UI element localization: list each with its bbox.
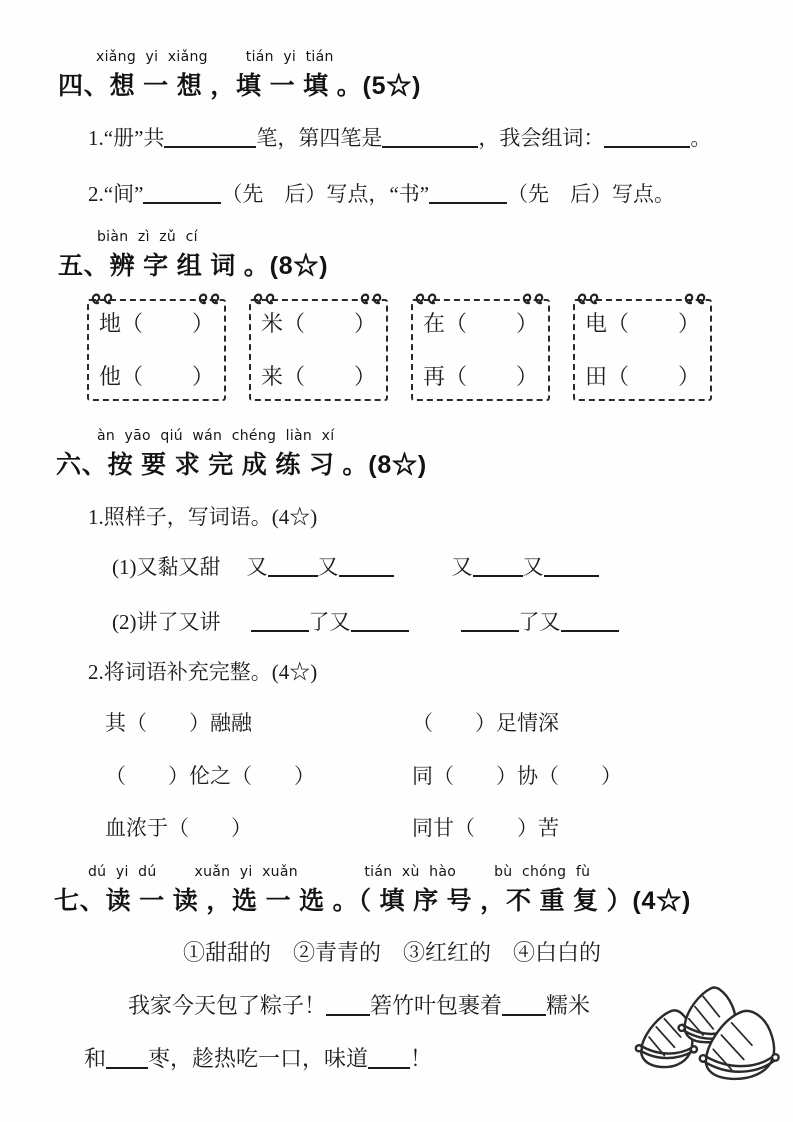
box-char: 田（ bbox=[585, 364, 630, 389]
example-text: (2)讲了又讲 bbox=[112, 610, 221, 634]
passage-line-1 bbox=[128, 989, 590, 1020]
paren: ） bbox=[677, 311, 700, 336]
answer-blank bbox=[368, 1047, 410, 1069]
spring-curl-icon bbox=[521, 291, 547, 307]
box-row bbox=[585, 360, 700, 391]
spring-curl-icon bbox=[90, 291, 116, 307]
box-char: 地（ bbox=[99, 311, 144, 336]
box-row bbox=[261, 307, 376, 338]
answer-blank bbox=[382, 127, 478, 148]
section-5-title: 五、辨 字 组 词 。(8☆) bbox=[58, 252, 329, 280]
paren: ） bbox=[191, 364, 214, 389]
passage-text: 我家今天包了粽子！ bbox=[128, 993, 327, 1018]
question-text: ，我会组词： bbox=[478, 126, 605, 150]
answer-blank bbox=[251, 611, 309, 632]
spring-curl-icon bbox=[576, 291, 602, 307]
answer-blank bbox=[544, 556, 599, 577]
paren: ） bbox=[353, 311, 376, 336]
pattern-text: 了又 bbox=[518, 610, 561, 634]
spring-curl-icon bbox=[252, 291, 278, 307]
answer-blank bbox=[561, 611, 619, 632]
paren: ） bbox=[515, 311, 538, 336]
box-char: 再（ bbox=[423, 364, 468, 389]
section-4-pinyin: xiǎng yi xiǎng tián yi tián bbox=[96, 49, 334, 65]
idiom-item: 其（ ）融融 bbox=[105, 711, 252, 735]
box-row bbox=[99, 307, 214, 338]
pattern-text: 又 bbox=[246, 555, 268, 579]
answer-blank bbox=[268, 556, 318, 577]
passage-text: 箬竹叶包裹着 bbox=[370, 993, 503, 1018]
answer-blank bbox=[502, 994, 546, 1016]
paren: ） bbox=[353, 364, 376, 389]
answer-blank bbox=[164, 127, 256, 148]
passage-text: 和 bbox=[84, 1046, 107, 1071]
question-2 bbox=[88, 178, 675, 208]
answer-blank bbox=[461, 611, 519, 632]
box-char: 来（ bbox=[261, 364, 306, 389]
question-text: 2.“间” bbox=[88, 182, 144, 206]
box-row bbox=[261, 360, 376, 391]
zongzi-dumplings-illustration bbox=[612, 978, 788, 1088]
passage-text: ！ bbox=[410, 1046, 433, 1071]
idiom-item: （ ）足情深 bbox=[412, 711, 559, 735]
answer-blank bbox=[429, 183, 507, 204]
box-row bbox=[585, 307, 700, 338]
pattern-text: 又 bbox=[317, 555, 339, 579]
paren: ） bbox=[191, 311, 214, 336]
question-text: （先 后）写点，“书” bbox=[221, 182, 430, 206]
answer-blank bbox=[143, 183, 221, 204]
answer-blank bbox=[106, 1047, 148, 1069]
passage-text: 枣，趁热吃一口，味道 bbox=[148, 1046, 369, 1071]
paren: ） bbox=[677, 364, 700, 389]
question-text: 笔，第四笔是 bbox=[256, 126, 383, 150]
compare-box-4 bbox=[573, 299, 712, 401]
question-1 bbox=[88, 122, 711, 152]
spring-curl-icon bbox=[197, 291, 223, 307]
idiom-item: 血浓于（ ） bbox=[105, 816, 252, 840]
question-text: 。 bbox=[690, 126, 712, 150]
passage-line-2 bbox=[84, 1042, 432, 1073]
box-char: 米（ bbox=[261, 311, 306, 336]
question-text: 1.“册”共 bbox=[88, 126, 165, 150]
answer-blank bbox=[604, 127, 690, 148]
answer-blank bbox=[339, 556, 394, 577]
question-text: （先 后）写点。 bbox=[507, 182, 676, 206]
answer-blank bbox=[326, 994, 370, 1016]
section-7-pinyin: dú yi dú xuǎn yi xuǎn tián xù hào bù chóng fù bbox=[88, 864, 591, 880]
sub-question-2-title: 2.将词语补充完整。(4☆) bbox=[88, 660, 318, 684]
compare-box-3 bbox=[411, 299, 550, 401]
box-char: 电（ bbox=[585, 311, 630, 336]
spring-curl-icon bbox=[414, 291, 440, 307]
sub-question-1-title: 1.照样子，写词语。(4☆) bbox=[88, 505, 318, 529]
word-compare-boxes bbox=[87, 299, 712, 401]
idiom-item: （ ）伦之（ ） bbox=[105, 764, 315, 788]
paren: ） bbox=[515, 364, 538, 389]
box-row bbox=[423, 360, 538, 391]
compare-box-1 bbox=[87, 299, 226, 401]
section-6-title: 六、按 要 求 完 成 练 习 。(8☆) bbox=[56, 451, 427, 479]
pattern-text: 又 bbox=[522, 555, 544, 579]
section-6-pinyin: àn yāo qiú wán chéng liàn xí bbox=[97, 428, 335, 444]
pattern-text: 了又 bbox=[308, 610, 351, 634]
box-row bbox=[423, 307, 538, 338]
box-char: 他（ bbox=[99, 364, 144, 389]
choice-options: ①甜甜的 ②青青的 ③红红的 ④白白的 bbox=[183, 940, 602, 965]
idiom-item: 同（ ）协（ ） bbox=[412, 764, 622, 788]
idiom-item: 同甘（ ）苦 bbox=[412, 816, 559, 840]
pattern-text: 又 bbox=[451, 555, 473, 579]
section-5-pinyin: biàn zì zǔ cí bbox=[97, 229, 198, 245]
box-char: 在（ bbox=[423, 311, 468, 336]
pattern-row-2 bbox=[112, 606, 619, 636]
section-7-title: 七、读 一 读 ，选 一 选 。（ 填 序 号 ，不 重 复 ）(4☆) bbox=[54, 887, 692, 915]
answer-blank bbox=[473, 556, 523, 577]
spring-curl-icon bbox=[683, 291, 709, 307]
passage-text: 糯米 bbox=[546, 993, 591, 1018]
pattern-row-1 bbox=[112, 551, 599, 581]
answer-blank bbox=[351, 611, 409, 632]
compare-box-2 bbox=[249, 299, 388, 401]
section-4-title: 四、想 一 想 ，填 一 填 。(5☆) bbox=[58, 72, 422, 100]
box-row bbox=[99, 360, 214, 391]
example-text: (1)又黏又甜 bbox=[112, 555, 221, 579]
spring-curl-icon bbox=[359, 291, 385, 307]
